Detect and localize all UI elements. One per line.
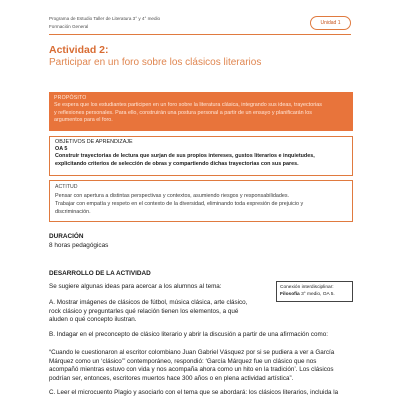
- attitude-box: [49, 180, 353, 222]
- objectives-heading: OBJETIVOS DE APRENDIZAJE: [55, 139, 133, 145]
- quote-line: podrían ser, entonces, escritores muertos hace 300 años o en plena actividad artística”.: [49, 374, 294, 382]
- program-name: Programa de Estudio Taller de Literatura 3° y 4° medio: [49, 16, 161, 21]
- purpose-box: [49, 92, 353, 131]
- duration-heading: DURACIÓN: [49, 233, 84, 240]
- development-intro: Se sugiere algunas ideas para acercar a los alumnos al tema:: [49, 283, 222, 290]
- activity-subtitle: Participar en un foro sobre los clásicos literarios: [49, 57, 262, 68]
- connection-level: 3° medio, OA 5.: [301, 292, 335, 297]
- quote-paragraph: [49, 349, 353, 383]
- item-a-line: rock clásico y preguntarles qué relación tienen los elementos, a qué: [49, 307, 239, 315]
- item-a-line: aluden o qué concepto ilustran.: [49, 316, 137, 324]
- activity-item-b: B. Indagar en el preconcepto de clásico literario y abrir la discusión a partir de una afirmación como:: [49, 331, 328, 338]
- purpose-line: y reflexiones personales. Para ello, construirán una postura personal a partir de un ensayo y planificarán los: [54, 109, 313, 116]
- purpose-line: Se espera que los estudiantes participen en un foro sobre la literatura clásica, integrando sus ideas, trayectorias: [54, 102, 322, 108]
- formation-label: Formación General: [49, 24, 89, 29]
- objective-line: explicitando criterios de selección de obras y compartiendo dichas trayectorias con sus pares.: [55, 160, 299, 167]
- objective-code: OA 5: [55, 146, 68, 153]
- connection-subject: Filosofía: [280, 292, 300, 297]
- purpose-heading: PROPÓSITO: [54, 95, 87, 101]
- purpose-line: argumentos para el foro.: [54, 117, 113, 124]
- activity-item-c: C. Leer el microcuento Plagio y asociarlo con el tema que se abordará: los clásicos literarios, incluida la: [49, 389, 339, 396]
- quote-line: Márquez como un ‘clásico’” contemporáneo, respondió: ‘García Márquez fue un clásico que nos: [49, 357, 317, 365]
- attitude-heading: ACTITUD: [55, 184, 78, 190]
- quote-line: acompañó mientras estuvo con vida y nos acompaña ahora como un hito en la tradición’. Los clásicos: [49, 366, 334, 374]
- development-heading: DESARROLLO DE LA ACTIVIDAD: [49, 270, 151, 277]
- quote-line: “Cuando le cuestionaron al escritor colombiano Juan Gabriel Vásquez por si se pudiera a ver a García: [49, 349, 335, 356]
- connection-title: Conexión interdisciplinar:: [280, 285, 334, 290]
- duration-value: 8 horas pedagógicas: [49, 242, 109, 249]
- header-divider: [49, 34, 351, 35]
- connection-detail: [280, 291, 349, 298]
- unit-badge: Unidad 1: [310, 16, 351, 30]
- item-a-line: A. Mostrar imágenes de clásicos de fútbol, música clásica, arte clásico,: [49, 299, 248, 306]
- activity-title: Actividad 2:: [49, 44, 109, 56]
- attitude-line: discriminación.: [55, 209, 91, 215]
- attitude-line: Pensar con apertura a distintas perspectivas y contextos, asumiendo riesgos y responsabilidades.: [55, 192, 290, 199]
- objective-line: Construir trayectorias de lectura que surjan de sus propios intereses, gustos literarios e inquietudes,: [55, 153, 315, 160]
- interdisciplinary-connection-box: [276, 281, 353, 302]
- objectives-box: [49, 136, 353, 176]
- attitude-line: Trabajar con empatía y respeto en el contexto de la diversidad, eliminando toda expresión de prejuicio y: [55, 200, 304, 207]
- activity-item-a: [49, 299, 271, 325]
